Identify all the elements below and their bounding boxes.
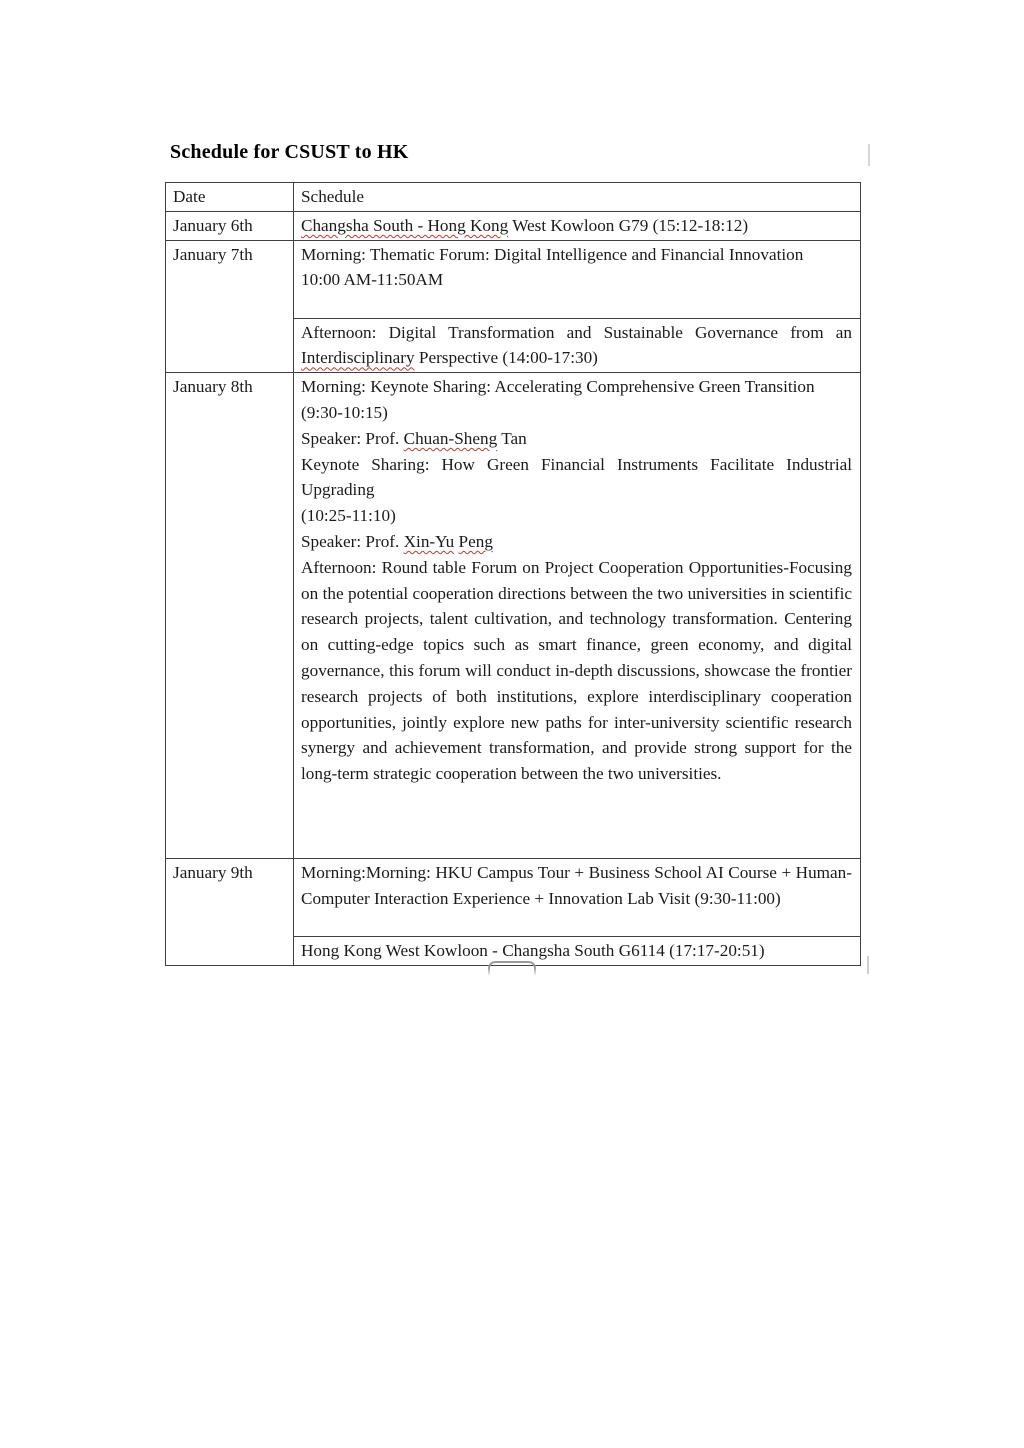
paragraph[interactable]: Speaker: Prof. Chuan-Sheng Tan xyxy=(301,428,527,448)
paragraph[interactable]: Hong Kong West Kowloon - Changsha South G6114 (17:17-20:51) xyxy=(301,941,765,961)
column-header-schedule[interactable]: Schedule xyxy=(294,183,861,212)
table-header-row xyxy=(166,183,861,212)
table-row xyxy=(166,211,861,240)
date-cell[interactable]: January 8th xyxy=(166,373,294,859)
date-cell[interactable]: January 9th xyxy=(166,859,294,966)
right-edge-mark-top xyxy=(868,144,870,166)
paragraph[interactable]: Afternoon: Round table Forum on Project Cooperation Opportunities-Focusing on the potential cooperation directions between the two universities in scientific research projects, talent cultivation, and technology transformation. Centering on cutting-edge topics such as smart finance, green economy, and digital governance, this forum will conduct in-depth discussions, showcase the frontier research projects of both institutions, explore interdisciplinary cooperation opportunities, jointly explore new paths for inter-university scientific research synergy and achievement transformation, and provide strong support for the long-term strategic cooperation between the two universities. xyxy=(301,557,852,784)
spellcheck-squiggle: Changsha South - Hong Kong xyxy=(301,215,509,235)
paragraph[interactable]: Morning: Thematic Forum: Digital Intelligence and Financial Innovation xyxy=(301,244,804,264)
right-edge-mark-bottom xyxy=(867,956,869,974)
paragraph[interactable]: (10:25-11:10) xyxy=(301,506,396,526)
table-row xyxy=(166,859,861,937)
spellcheck-squiggle: Peng xyxy=(458,531,493,551)
table-row xyxy=(166,373,861,859)
table-handle-shape[interactable] xyxy=(488,961,536,976)
paragraph[interactable]: Keynote Sharing: How Green Financial Instruments Facilitate Industrial Upgrading xyxy=(301,454,852,500)
schedule-cell[interactable] xyxy=(294,859,861,937)
table-row xyxy=(166,240,861,318)
schedule-cell[interactable] xyxy=(294,318,861,373)
paragraph[interactable]: Changsha South - Hong Kong West Kowloon G79 (15:12-18:12) xyxy=(301,215,749,235)
schedule-cell[interactable] xyxy=(294,240,861,318)
schedule-cell[interactable] xyxy=(294,937,861,966)
schedule-cell[interactable] xyxy=(294,211,861,240)
document-title[interactable]: Schedule for CSUST to HK xyxy=(170,141,409,163)
schedule-table-body xyxy=(166,183,861,966)
spellcheck-squiggle: Chuan-Sheng xyxy=(403,428,498,448)
spellcheck-squiggle: Interdisciplinary xyxy=(301,348,415,368)
date-cell[interactable]: January 7th xyxy=(166,240,294,373)
schedule-cell[interactable] xyxy=(294,373,861,859)
column-header-date[interactable]: Date xyxy=(166,183,294,212)
date-cell[interactable]: January 6th xyxy=(166,211,294,240)
spellcheck-squiggle: Xin-Yu xyxy=(403,531,455,551)
paragraph[interactable]: Morning:Morning: HKU Campus Tour + Business School AI Course + Human-Computer Interaction Experience + Innovation Lab Visit (9:30-11:00) xyxy=(301,863,852,908)
schedule-table xyxy=(165,182,861,966)
paragraph[interactable]: (9:30-10:15) xyxy=(301,402,388,422)
paragraph[interactable]: Afternoon: Digital Transformation and Sustainable Governance from an Interdisciplinary Perspective (14:00-17:30) xyxy=(301,322,852,368)
paragraph[interactable]: Speaker: Prof. Xin-Yu Peng xyxy=(301,531,493,551)
paragraph[interactable]: Morning: Keynote Sharing: Accelerating Comprehensive Green Transition xyxy=(301,377,815,397)
paragraph[interactable]: 10:00 AM-11:50AM xyxy=(301,270,444,290)
